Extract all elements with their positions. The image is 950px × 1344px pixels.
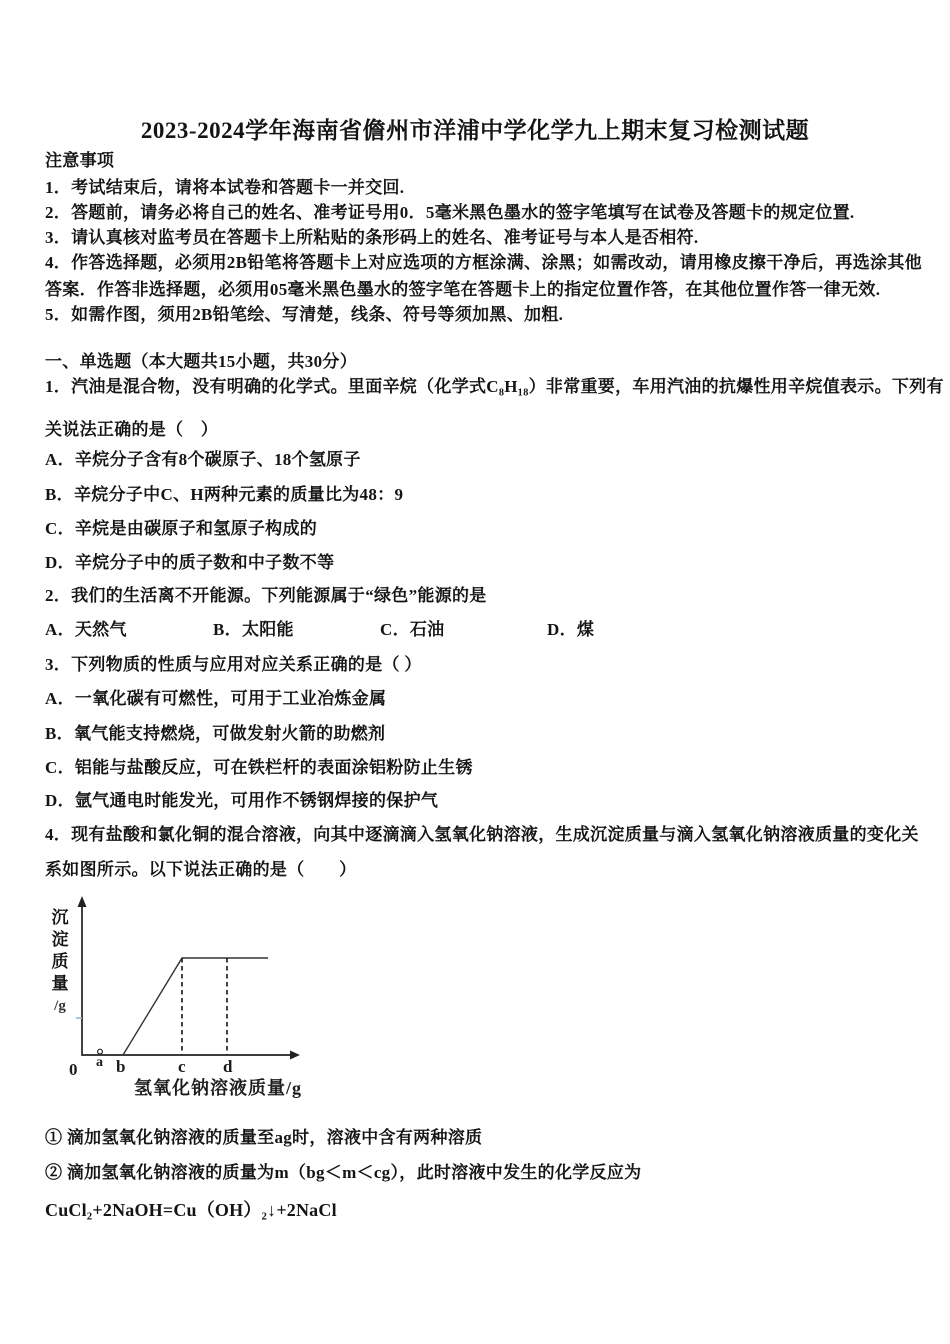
section-heading: 一、单选题（本大题共15小题，共30分） (45, 352, 357, 371)
question-3-line1: 3．下列物质的性质与应用对应关系正确的是（ ） (45, 655, 422, 674)
chemical-equation: CuCl₂+2NaOH=Cu（OH）₂↓+2NaCl (45, 1200, 337, 1220)
question-4-line2: 系如图所示。以下说法正确的是（ ） (45, 860, 357, 879)
x-tick-c: c (178, 1057, 186, 1076)
question-4-line1: 4．现有盐酸和氯化铜的混合溶液，向其中逐滴滴入氢氧化钠溶液，生成沉淀质量与滴入氢氧化钠溶液质量的变化关 (45, 825, 919, 844)
question-1-option-b: B．辛烷分子中C、H两种元素的质量比为48：9 (45, 485, 404, 504)
question-2-option-a: A．天然气 (45, 620, 127, 639)
y-axis-label-char: 量 (51, 974, 69, 993)
question-2-option-b: B．太阳能 (213, 620, 294, 639)
question-1-option-c: C．辛烷是由碳原子和氢原子构成的 (45, 519, 318, 538)
y-axis-label-char: 淀 (51, 930, 69, 949)
question-1-option-a: A．辛烷分子含有8个碳原子、18个氢原子 (45, 450, 361, 469)
page-title: 2023-2024学年海南省儋州市洋浦中学化学九上期末复习检测试题 (140, 118, 810, 143)
notice-item-5: 5．如需作图，须用2B铅笔绘、写清楚，线条、符号等须加黑、加粗. (45, 305, 564, 324)
question-3-option-a: A．一氧化碳有可燃性，可用于工业冶炼金属 (45, 689, 387, 708)
notice-item-4-line1: 4．作答选择题，必须用2B铅笔将答题卡上对应选项的方框涂满、涂黑；如需改动，请用橡皮擦干净后，再选涂其他 (45, 253, 922, 272)
x-tick-b: b (116, 1057, 126, 1076)
question-3-option-d: D．氩气通电时能发光，可用作不锈钢焊接的保护气 (45, 791, 439, 810)
origin-label: 0 (69, 1060, 78, 1079)
notice-item-1: 1．考试结束后，请将本试卷和答题卡一并交回. (45, 178, 405, 197)
x-axis-label: 氢氧化钠溶液质量/g (134, 1078, 303, 1098)
notice-item-2: 2．答题前，请务必将自己的姓名、准考证号用0．5毫米黑色墨水的签字笔填写在试卷及答题卡的规定位置. (45, 203, 855, 222)
chart-canvas (38, 893, 338, 1108)
chart-axes (82, 905, 292, 1055)
notice-item-3: 3．请认真核对监考员在答题卡上所粘贴的条形码上的姓名、准考证号与本人是否相符. (45, 228, 699, 247)
y-axis-arrow-icon (78, 896, 87, 907)
y-axis-unit: /g (54, 998, 66, 1014)
question-4-statement-2: ② 滴加氢氧化钠溶液的质量为m（bg＜m＜cg），此时溶液中发生的化学反应为 (45, 1163, 642, 1182)
question-2-option-d: D．煤 (547, 620, 595, 639)
y-axis-label-char: 沉 (51, 908, 69, 927)
question-1-line2: 关说法正确的是（ ） (45, 420, 218, 439)
question-2-line1: 2．我们的生活离不开能源。下列能源属于“绿色”能源的是 (45, 586, 487, 605)
question-1-option-d: D．辛烷分子中的质子数和中子数不等 (45, 553, 335, 572)
question-4-statement-1: ① 滴加氢氧化钠溶液的质量至ag时，溶液中含有两种溶质 (45, 1128, 483, 1147)
question-1-line1: 1．汽油是混合物，没有明确的化学式。里面辛烷（化学式C₈H₁₈）非常重要，车用汽油的抗爆性用辛烷值表示。下列有 (45, 377, 944, 396)
x-tick-a: a (96, 1055, 103, 1070)
question-2-option-c: C．石油 (380, 620, 445, 639)
question-3-option-b: B．氧气能支持燃烧，可做发射火箭的助燃剂 (45, 724, 386, 743)
notice-item-4-line2: 答案．作答非选择题，必须用05毫米黑色墨水的签字笔在答题卡上的指定位置作答，在其他位置作答一律无效. (45, 280, 881, 299)
question-3-option-c: C．铝能与盐酸反应，可在铁栏杆的表面涂铝粉防止生锈 (45, 758, 473, 777)
y-axis-label-char: 质 (51, 952, 69, 971)
y-axis-label (46, 907, 74, 1017)
precipitate-mass-chart (38, 893, 338, 1108)
notice-heading: 注意事项 (45, 151, 115, 170)
data-line (123, 958, 268, 1055)
x-tick-d: d (223, 1057, 233, 1076)
x-axis-arrow-icon (290, 1051, 300, 1060)
